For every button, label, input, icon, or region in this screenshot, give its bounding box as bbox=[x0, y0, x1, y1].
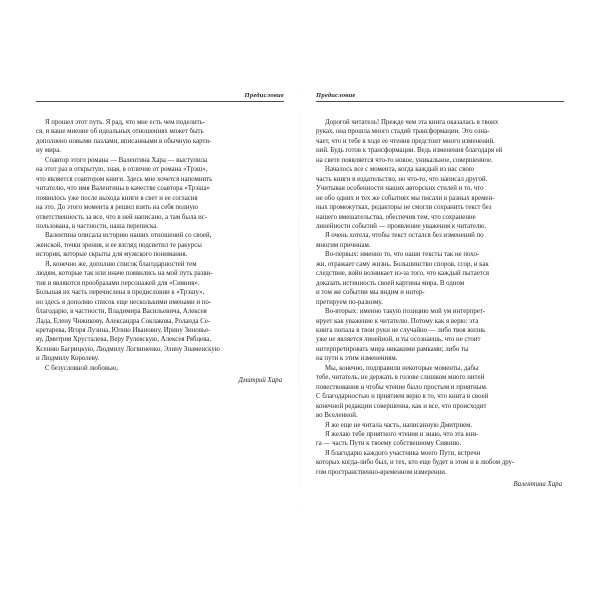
text-line: повествования и чтобы чтение было простым и приятным. bbox=[316, 383, 488, 391]
text-line: ся, и ваше мнение об идеальных отношениях может быть bbox=[36, 128, 204, 136]
text-line: Я очень хотела, чтобы текст остался без изменений по bbox=[325, 232, 484, 240]
text-line: ний. Будь готов к трансформации. Ведь изменения благодаря ей bbox=[316, 147, 503, 155]
text-line: людям, которые так или иначе появились на мой путь разви- bbox=[36, 270, 213, 278]
text-line: претируем по-разному. bbox=[316, 298, 383, 306]
text-line: доказать истинность своей картины мира. В одном bbox=[316, 279, 465, 287]
text-line: книга попала в твои руки не случайно — либо твоя жизнь bbox=[316, 326, 486, 334]
text-line: Я, конечно же, дополню список благодарностей тем bbox=[45, 260, 197, 268]
text-line: не обо одних и тех же событиях мы писали в разных времен- bbox=[316, 194, 495, 202]
text-line: но здесь я дополню список еще несколькими именами и по- bbox=[36, 298, 212, 306]
text-line: тия и являются прообразами персонажей для «Сияния». bbox=[36, 279, 200, 287]
text-line: пользована, в частности, наша переписка. bbox=[36, 222, 158, 230]
text-line: на этот раз в открытую, зная, в отличие от романа «Трэш», bbox=[36, 166, 208, 174]
text-line: руках, она прошла много стадий трансформации. Это озна- bbox=[316, 128, 490, 136]
text-line: га — часть Пути к твоему собственному Сиянию. bbox=[316, 440, 462, 448]
text-line: Учитывая особенности наших авторских стилей и то, что bbox=[316, 185, 484, 193]
text-line: Соавтор этого романа — Валентина Хара — выступила bbox=[45, 156, 208, 164]
right-running-head: Предисловие bbox=[316, 92, 564, 102]
right-body-text bbox=[316, 118, 564, 477]
text-line: ну мира. bbox=[36, 147, 61, 155]
text-line: ных промежутках, редакторы не смогли сохранить текст без bbox=[316, 204, 492, 212]
text-line: Я прошел этот путь. Я рад, что мне есть чем поделить- bbox=[45, 119, 206, 126]
text-line: линейности событий — проявление уважения к читателю. bbox=[316, 222, 487, 230]
text-line: жи, отражает саму жизнь. Большинство споров, ссор, и как bbox=[316, 260, 489, 268]
text-line: следствие, войн возникает из-за того, что каждый пытается bbox=[316, 270, 490, 278]
text-line: Ксению Багрицкую, Людмилу Логвиненко, Элину Знаменскую bbox=[36, 345, 220, 353]
text-line: и том же событии мы видим и интер- bbox=[316, 289, 425, 297]
text-line: нашего вмешательства, обеспечив тем, что сохранение bbox=[316, 213, 476, 221]
text-line: чает, что и тебе в ходе ее чтения предстоит много изменений. bbox=[316, 137, 495, 145]
right-page bbox=[316, 92, 564, 488]
text-line: тебе, читатель, не держать в голове слишком много нитей bbox=[316, 374, 485, 382]
text-line: Во-первых: именно то, что наши тексты так не похо- bbox=[325, 251, 480, 259]
text-line: ирует как уважение к читателю. Потому как я верю: эта bbox=[316, 317, 479, 325]
text-line: Я же еще не читала часть, написанную Дмитрием. bbox=[325, 421, 473, 429]
text-line: на пути к этим изменениям. bbox=[316, 355, 398, 363]
text-line: Я желаю тебе приятного чтения и знаю, что эта кни- bbox=[325, 430, 479, 438]
text-line: многим причинам. bbox=[316, 241, 371, 249]
book-gutter bbox=[299, 40, 300, 560]
text-line: кретарева, Игоря Лузина, Юлию Ивановну, Ирину Зиновье- bbox=[36, 326, 211, 334]
text-line: читателю, что имя Валентины в качестве соавтора «Трэша» bbox=[36, 185, 210, 193]
text-line: благодарю, в частности, Владимира Васильевича, Алексея bbox=[36, 308, 207, 316]
text-line: дополнено новыми пазлами, вписанными в обычную карти- bbox=[36, 137, 212, 145]
text-line: на свете появляется что-то новое, уникальное, совершенное. bbox=[316, 156, 493, 164]
left-body-text bbox=[36, 118, 284, 373]
text-line: истории, которые скрыты для мужского понимания. bbox=[36, 251, 188, 259]
text-line: женской, точки зрения, и ее взгляд подсветил те ракурсы bbox=[36, 241, 202, 249]
text-line: Валентина описала историю наших отношений со своей, bbox=[45, 232, 212, 240]
text-line: Я благодарю каждого участника моего Пути, встречи bbox=[325, 449, 481, 457]
left-page bbox=[36, 92, 284, 384]
text-line: и Людмилу Королеву. bbox=[36, 355, 100, 363]
text-line: во Вселенной. bbox=[316, 412, 358, 420]
text-line: Мы, конечно, подправили некоторые моменты, дабы bbox=[325, 364, 479, 372]
text-line: гом пространственно-временном измерении. bbox=[316, 468, 447, 476]
text-line: Дорогой читатель! Прежде чем эта книга оказалась в твоих bbox=[325, 119, 499, 126]
text-line: конечной редакции совершенна, как и все, что происходит bbox=[316, 402, 487, 410]
text-line: которых когда-либо был, и тех, кто еще будет в этом и в любом дру- bbox=[316, 459, 515, 467]
text-line: ответственность за все, что в ней написано, а там была ис- bbox=[36, 213, 208, 221]
text-line: Лада, Елену Чижикову, Александра Соклакова, Роланда Се- bbox=[36, 317, 211, 325]
left-signature: Дмитрий Хара bbox=[238, 377, 282, 385]
text-line: С благодарностью и приятием верю в то, что книга в своей bbox=[316, 393, 489, 401]
text-line: интерпретировать мира никакими рамками; либо ты bbox=[316, 345, 469, 353]
text-line: часть книги в издательство, но что-то, что написал другой. bbox=[316, 175, 488, 183]
text-line: Началось все с момента, когда каждый из нас свою bbox=[325, 166, 474, 174]
left-running-head: Предисловие bbox=[36, 92, 284, 102]
text-line: появилось уже после выхода книги в свет и ее согласия bbox=[36, 194, 198, 202]
text-line: что является соавтором книги. Здесь мне хочется напомнить bbox=[36, 175, 213, 183]
text-line: ву, Дмитрия Хрусталева, Веру Рулевскую, Алексея Рябцева, bbox=[36, 336, 211, 344]
text-line: Большая их часть перечислена в предисловии к «Трэшу», bbox=[36, 289, 205, 297]
text-line: уже не является линейной, и ты осознаешь, что не стоит bbox=[316, 336, 481, 344]
text-line: С безусловной любовью, bbox=[45, 364, 118, 372]
text-line: на это. До этого момента я решил взять на себя полную bbox=[36, 204, 199, 212]
text-line: Во-вторых: именно такую позицию мой ум интерпрет- bbox=[325, 308, 486, 316]
right-signature: Валентина Хара bbox=[513, 481, 562, 489]
